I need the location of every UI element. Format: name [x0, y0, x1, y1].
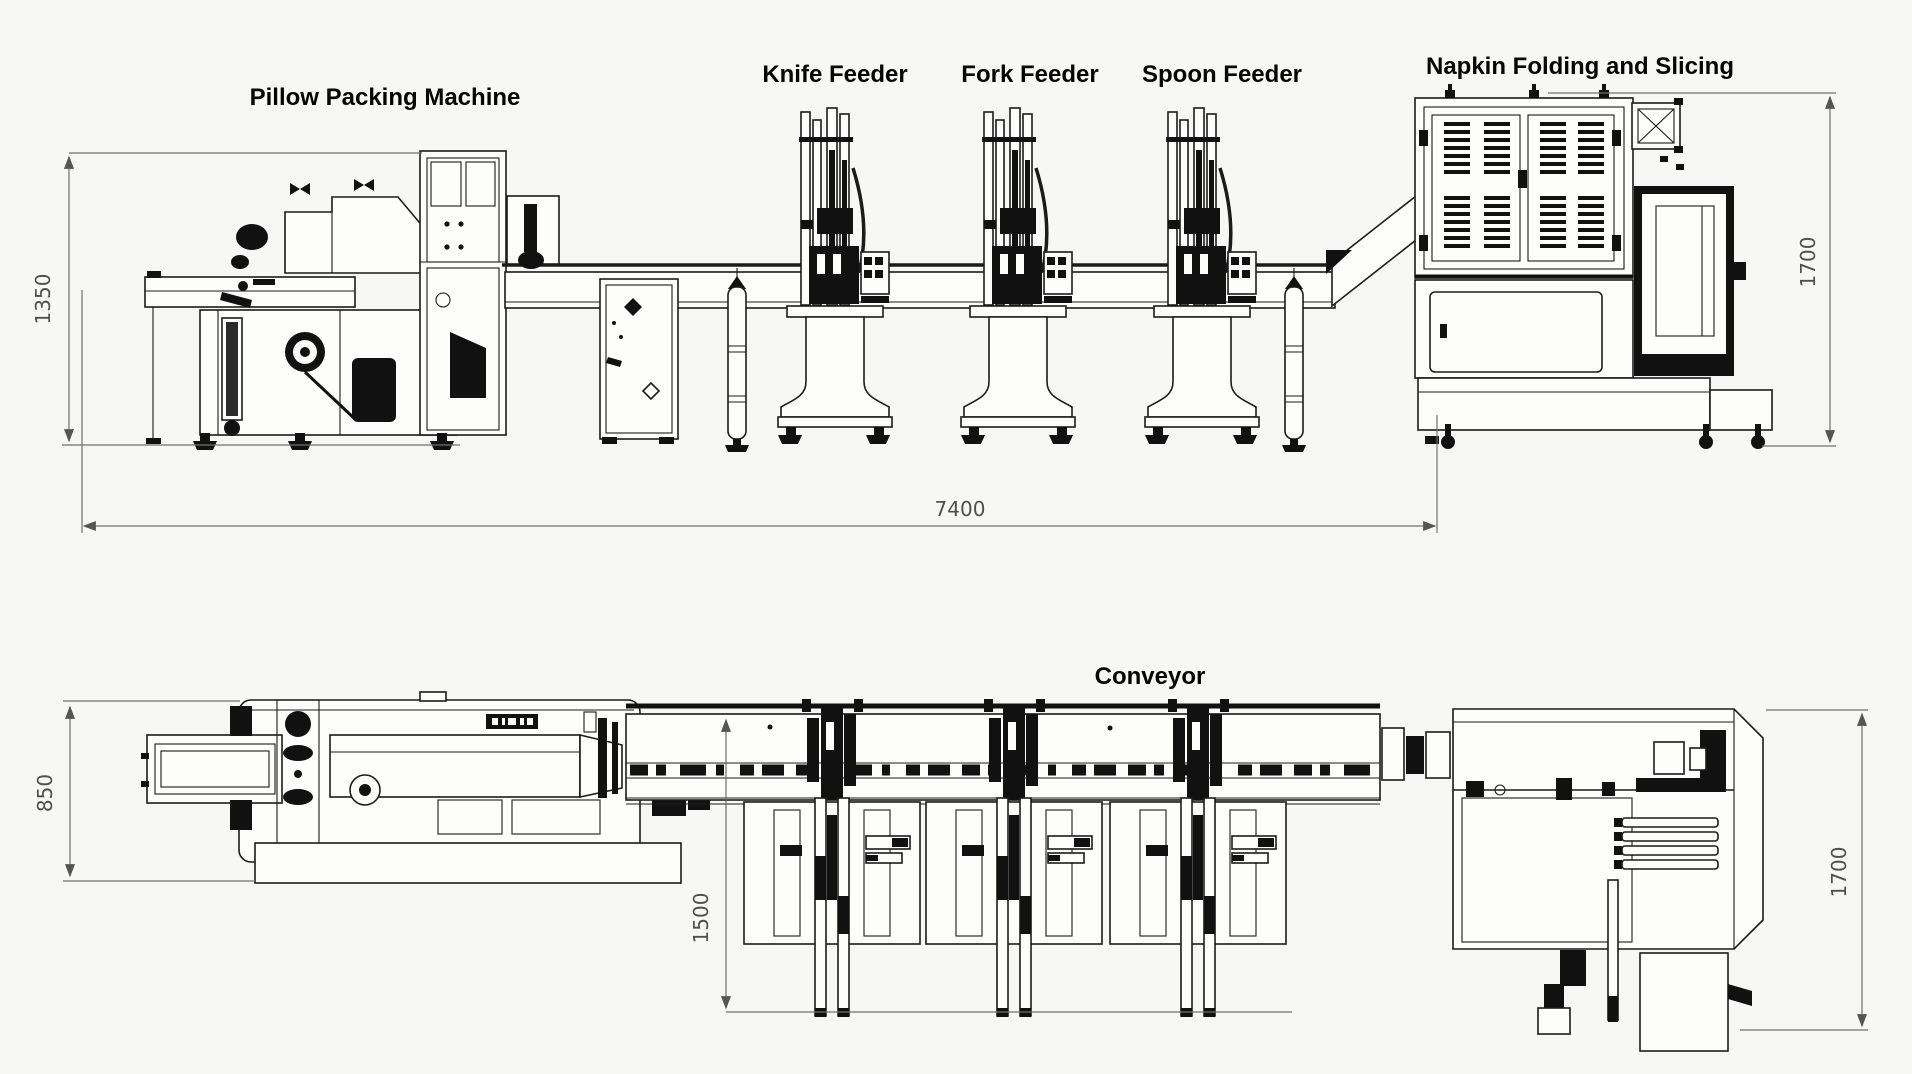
napkin-machine-plan [1453, 709, 1763, 1051]
air-cylinder-right [1282, 268, 1306, 452]
label-fork-feeder: Fork Feeder [961, 61, 1099, 88]
bottom-view [33, 663, 1868, 1051]
label-knife-feeder: Knife Feeder [762, 61, 908, 88]
top-view [31, 53, 1836, 533]
label-napkin-folding-slicing: Napkin Folding and Slicing [1425, 53, 1735, 80]
air-cylinder-left [725, 268, 749, 452]
pillow-packing-machine-plan [141, 692, 710, 883]
dim-value-1700-bottom: 1700 [1827, 846, 1851, 898]
label-spoon-feeder: Spoon Feeder [1141, 61, 1303, 88]
napkin-machine-side [1326, 84, 1772, 449]
dim-value-1350: 1350 [31, 273, 55, 325]
dim-value-7400: 7400 [934, 497, 986, 521]
dim-value-850: 850 [33, 773, 57, 813]
label-conveyor: Conveyor [1094, 663, 1206, 690]
dim-value-1500: 1500 [689, 892, 713, 944]
dim-value-1700-top: 1700 [1796, 236, 1820, 288]
pillow-packing-machine-side [145, 151, 506, 450]
sealing-head [507, 196, 559, 269]
label-pillow-packing-machine: Pillow Packing Machine [249, 84, 521, 111]
electrical-cabinet-side [600, 279, 678, 444]
